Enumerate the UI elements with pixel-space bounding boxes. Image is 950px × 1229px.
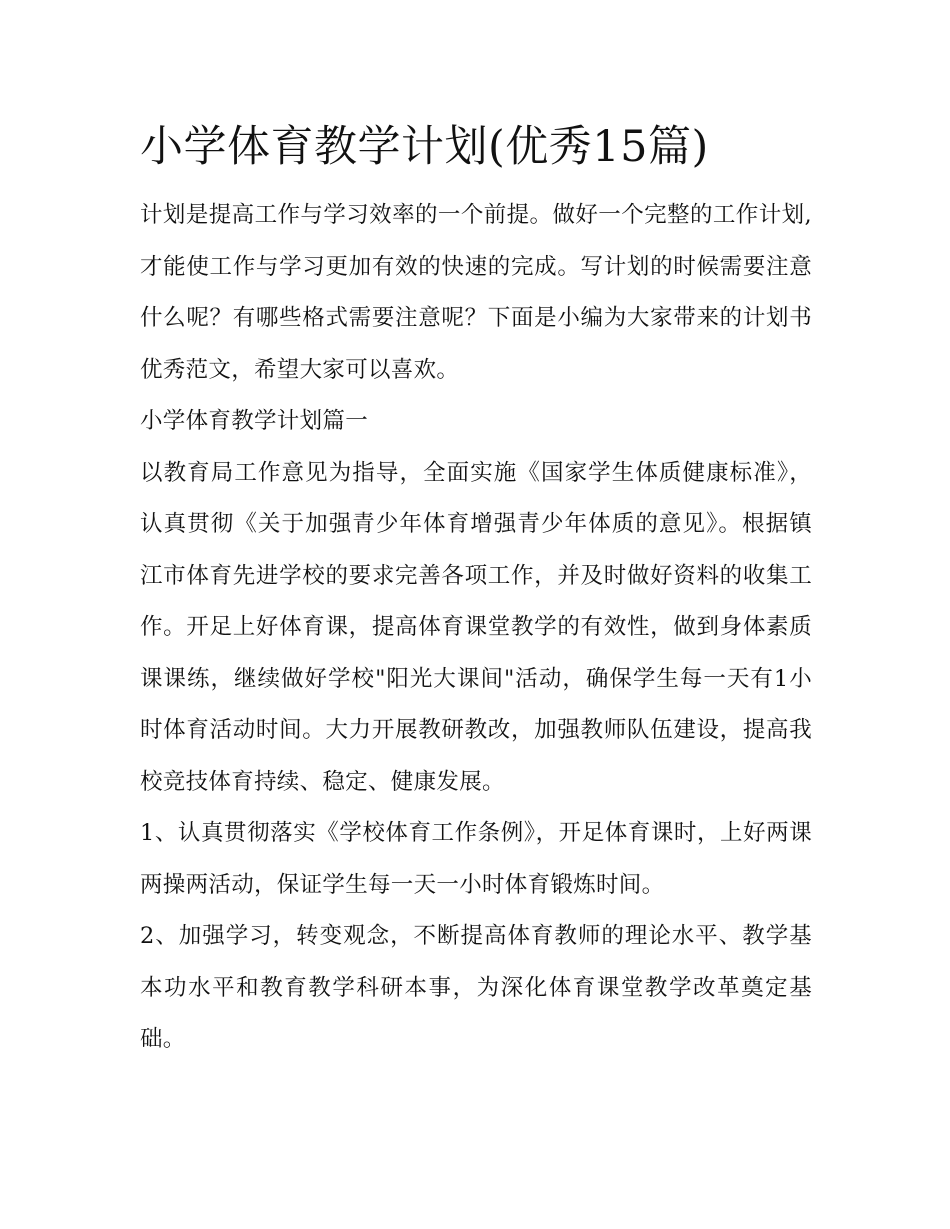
list-item-2: 2、加强学习，转变观念，不断提高体育教师的理论水平、教学基本功水平和教育教学科研本事，为深化体育课堂教学改革奠定基础。 [140, 923, 812, 1052]
document-title: 小学体育教学计划(优秀15篇) [140, 122, 709, 172]
section-heading: 小学体育教学计划篇一 [140, 408, 369, 434]
list-item-1: 1、认真贯彻落实《学校体育工作条例》，开足体育课时，上好两课两操两活动，保证学生每一天一小时体育锻炼时间。 [140, 820, 812, 898]
body-paragraph: 以教育局工作意见为指导，全面实施《国家学生体质健康标准》，认真贯彻《关于加强青少年体育增强青少年体质的意见》。根据镇江市体育先进学校的要求完善各项工作，并及时做好资料的收集工作。开足上好体育课，提高体育课堂教学的有效性，做到身体素质课课练，继续做好学校"阳光大课间"活动，确保学生每一天有1小时体育活动时间。大力开展教研教改，加强教师队伍建设，提高我校竞技体育持续、稳定、健康发展。 [140, 459, 812, 795]
intro-paragraph: 计划是提高工作与学习效率的一个前提。做好一个完整的工作计划,才能使工作与学习更加有效的快速的完成。写计划的时候需要注意什么呢？有哪些格式需要注意呢？下面是小编为大家带来的计划书优秀范文，希望大家可以喜欢。 [140, 202, 812, 383]
document-body [140, 118, 812, 1066]
